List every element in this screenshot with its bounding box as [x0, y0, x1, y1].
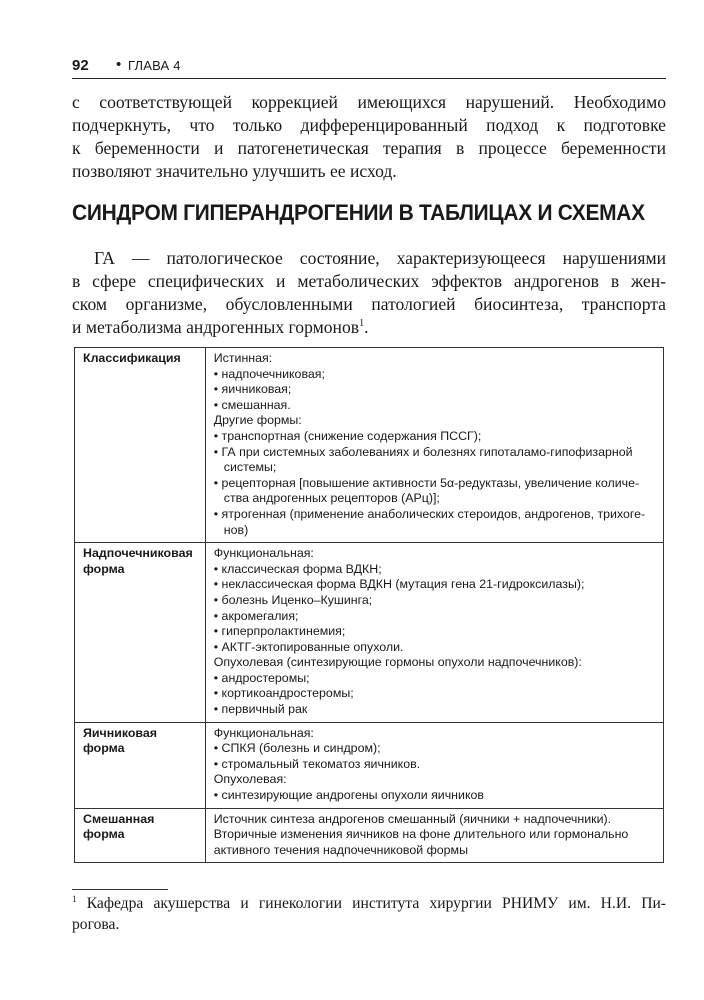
bullet-item: • СПКЯ (болезнь и синдром);: [214, 741, 655, 757]
footnote-reference[interactable]: 1: [359, 318, 365, 329]
row-label-line: Смешанная: [83, 811, 155, 826]
row-label-line: форма: [83, 561, 125, 576]
content-line: Источник синтеза андрогенов смешанный (яичники + надпочечники).: [213, 811, 612, 826]
bullet-item: • рецепторная [повышение активности 5α-редуктазы, увеличение количе-: [214, 476, 655, 492]
bullet-item: • акромегалия;: [214, 609, 655, 625]
section-title: СИНДРОМ ГИПЕРАНДРОГЕНИИ В ТАБЛИЦАХ И СХЕМАХ: [72, 200, 645, 225]
row-content: [205, 543, 663, 723]
bullet-item: • неклассическая форма ВДКН (мутация гена 21-гидроксилазы);: [214, 577, 655, 593]
table-body: [75, 348, 664, 863]
bullet-item: • смешанная.: [214, 398, 655, 414]
bullet-item: • гиперпролактинемия;: [214, 624, 655, 640]
content-line: Функциональная:: [213, 546, 314, 561]
row-content: [205, 348, 663, 543]
text-line: в сфере специфических и метаболических эффектов андрогенов в жен-: [72, 271, 666, 291]
bullet-item: • андростеромы;: [214, 671, 655, 687]
end-punctuation: .: [364, 317, 369, 337]
running-header: [72, 56, 666, 80]
bullet-item: • синтезирующие андрогены опухоли яичников: [214, 788, 655, 804]
content-line: Вторичные изменения яичников на фоне длительного или гормонально: [213, 827, 629, 842]
bullet-item: • яичниковая;: [214, 382, 655, 398]
footnote: [72, 893, 666, 935]
definition-paragraph: [72, 247, 666, 339]
bullet-item: • транспортная (снижение содержания ПССГ);: [214, 429, 655, 445]
footnote-marker: 1: [72, 894, 77, 904]
bullet-item: • болезнь Иценко–Кушинга;: [214, 593, 655, 609]
header-bullet: •: [116, 56, 122, 73]
footnote-text: Кафедра акушерства и гинекологии института хирургии РНИМУ им. Н.И. Пи-: [86, 895, 667, 912]
text-line-content: и метаболизма андрогенных гормонов: [72, 317, 360, 337]
row-label-line: форма: [83, 827, 125, 842]
bullet-item: • ГА при системных заболеваниях и болезнях гипоталамо-гипофизарной: [214, 445, 655, 461]
bullet-item: • первичный рак: [214, 702, 655, 718]
row-label-line: Яичниковая: [83, 725, 157, 740]
bullet-item: • кортикоандростеромы;: [214, 686, 655, 702]
header-rule: [72, 78, 666, 79]
bullet-item: • классическая форма ВДКН;: [214, 562, 655, 578]
table-row: [75, 348, 664, 543]
row-content: [205, 808, 663, 863]
text-line: ГА — патологическое состояние, характеризующееся нарушениями: [94, 248, 666, 268]
footnote-line: рогова.: [72, 916, 120, 933]
intro-paragraph: [72, 91, 666, 183]
row-label-line: форма: [83, 741, 125, 756]
chapter-label: ГЛАВА 4: [128, 58, 181, 73]
table-row: [75, 808, 664, 863]
content-line: Другие формы:: [213, 413, 302, 428]
row-label-line: Надпочечниковая: [83, 546, 193, 561]
content-line: Истинная:: [213, 351, 273, 365]
text-line: позволяют значительно улучшить ее исход.: [72, 161, 397, 181]
text-line: к беременности и патогенетическая терапия в процессе беременности: [72, 138, 666, 158]
table-row: [75, 722, 664, 808]
page-number: 92: [72, 57, 89, 74]
classification-table: [74, 347, 664, 863]
bullet-item: • надпочечниковая;: [214, 367, 655, 383]
bullet-continuation: нов): [223, 522, 249, 537]
footnote-rule: [72, 889, 168, 890]
bullet-item: • ятрогенная (применение анаболических стероидов, андрогенов, трихоге-: [214, 507, 655, 523]
text-line: ском организме, обусловленными патологией биосинтеза, транспорта: [72, 294, 666, 314]
content-line: Функциональная:: [213, 725, 314, 740]
content-line: Опухолевая (синтезирующие гормоны опухоли надпочечников):: [213, 655, 582, 670]
content-line: Опухолевая:: [213, 772, 287, 787]
row-content: [205, 722, 663, 808]
text-line: подчеркнуть, что только дифференцированный подход к подготовке: [72, 115, 666, 135]
text-line: с соответствующей коррекцией имеющихся нарушений. Необходимо: [72, 92, 666, 112]
row-label-line: Классификация: [83, 351, 181, 365]
bullet-continuation: системы;: [223, 460, 277, 475]
row-label: [75, 808, 206, 863]
bullet-item: • АКТГ-эктопированные опухоли.: [214, 640, 655, 656]
table-row: [75, 543, 664, 723]
footnote-line: [72, 893, 666, 914]
row-label: [75, 722, 206, 808]
text-line: [72, 316, 666, 339]
bullet-continuation: ства андрогенных рецепторов (АРц)];: [223, 491, 440, 506]
content-line: активного течения надпочечниковой формы: [213, 842, 468, 857]
row-label: [75, 348, 206, 543]
bullet-item: • стромальный текоматоз яичников.: [214, 757, 655, 773]
row-label: [75, 543, 206, 723]
